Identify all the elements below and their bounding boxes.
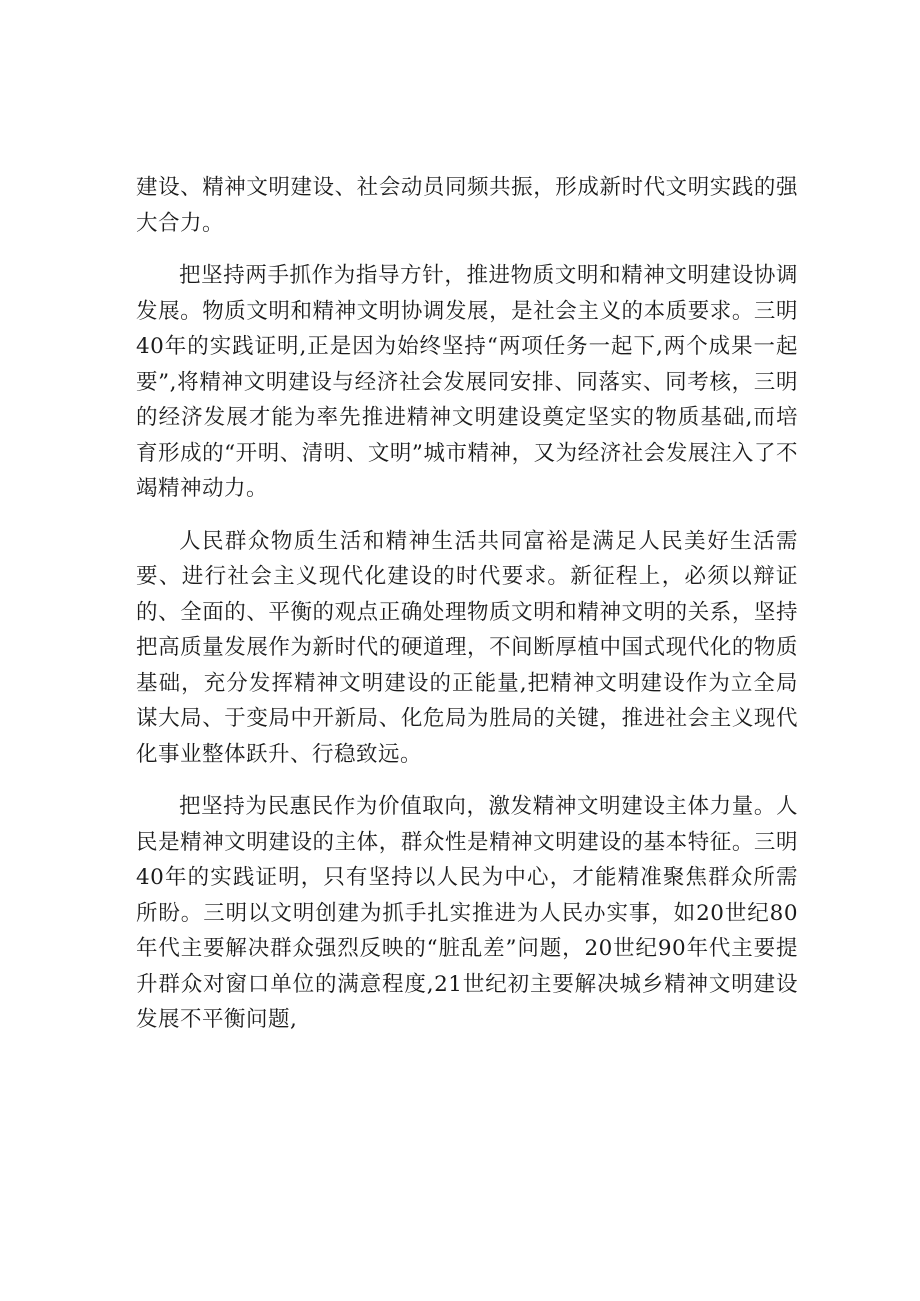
paragraph-2: 把坚持两手抓作为指导方针，推进物质文明和精神文明建设协调发展。物质文明和精神文明协调发展，是社会主义的本质要求。三明40年的实践证明,正是因为始终坚持“两项任务一起下,两个成果一起要”,将精神文明建设与经济社会发展同安排、同落实、同考核，三明的经济发展才能为率先推进精神文明建设奠定坚实的物质基础,而培育形成的“开明、清明、文明”城市精神，又为经济社会发展注入了不竭精神动力。: [136, 263, 798, 501]
paragraph-3: 人民群众物质生活和精神生活共同富裕是满足人民美好生活需要、进行社会主义现代化建设的时代要求。新征程上，必须以辩证的、全面的、平衡的观点正确处理物质文明和精神文明的关系，坚持把高质量发展作为新时代的硬道理，不间断厚植中国式现代化的物质基础，充分发挥精神文明建设的正能量,把精神文明建设作为立全局谋大局、于变局中开新局、化危局为胜局的关键，推进社会主义现代化事业整体跃升、行稳致远。: [136, 528, 798, 767]
document-body: [136, 170, 798, 1055]
paragraph-1: 建设、精神文明建设、社会动员同频共振，形成新时代文明实践的强大合力。: [136, 175, 798, 236]
paragraph-4: 把坚持为民惠民作为价值取向，激发精神文明建设主体力量。人民是精神文明建设的主体，群众性是精神文明建设的基本特征。三明40年的实践证明，只有坚持以人民为中心，才能精准聚焦群众所需所盼。三明以文明创建为抓手扎实推进为人民办实事，如20世纪80年代主要解决群众强烈反映的“脏乱差”问题，20世纪90年代主要提升群众对窗口单位的满意程度,21世纪初主要解决城乡精神文明建设发展不平衡问题,: [136, 794, 798, 1032]
